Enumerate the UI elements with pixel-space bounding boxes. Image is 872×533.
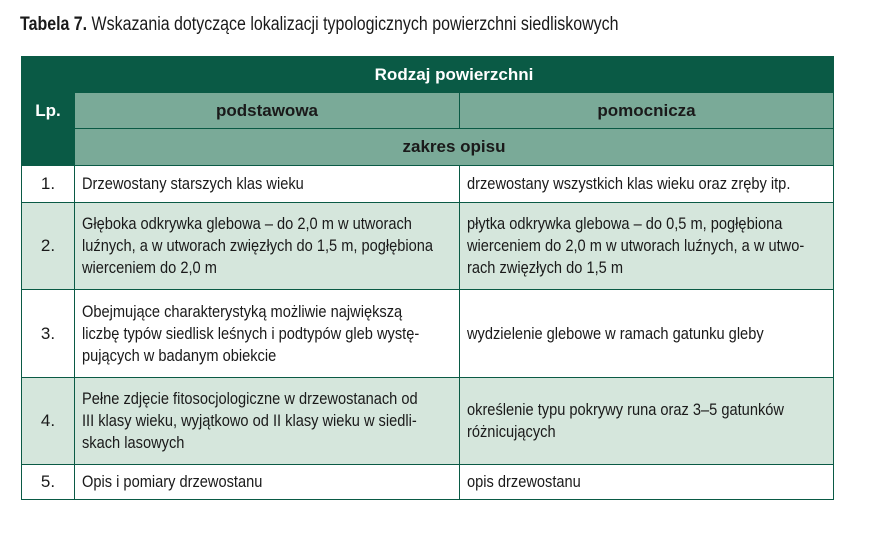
row-number: 4.	[22, 378, 75, 465]
row-number: 1.	[22, 166, 75, 203]
cell-line: Obejmujące charakterystyką możliwie największą	[82, 301, 403, 321]
cell-auxiliary	[460, 378, 834, 465]
cell-primary	[75, 166, 460, 203]
cell-auxiliary	[460, 203, 834, 290]
cell-line: liczbę typów siedlisk leśnych i podtypów gleb wystę-	[82, 323, 420, 343]
cell-line: drzewostany wszystkich klas wieku oraz zręby itp.	[467, 174, 791, 193]
cell-line: skach lasowych	[82, 433, 185, 452]
row-number: 2.	[22, 203, 75, 290]
cell-primary	[75, 378, 460, 465]
cell-line: wierceniem do 2,0 m	[82, 258, 217, 277]
data-table	[21, 56, 834, 500]
header-auxiliary: pomocnicza	[460, 93, 834, 129]
header-primary: podstawowa	[75, 93, 460, 129]
cell-line: rach zwięzłych do 1,5 m	[467, 258, 624, 277]
cell-primary	[75, 465, 460, 500]
cell-primary	[75, 203, 460, 290]
cell-line: opis drzewostanu	[467, 472, 581, 491]
cell-line: Opis i pomiary drzewostanu	[82, 472, 263, 491]
cell-auxiliary	[460, 465, 834, 500]
table-row	[22, 166, 834, 203]
cell-line: określenie typu pokrywy runa oraz 3–5 gatunków	[467, 400, 784, 419]
cell-line: różnicujących	[467, 422, 556, 441]
table-row	[22, 290, 834, 378]
cell-line: Głęboka odkrywka glebowa – do 2,0 m w utworach	[82, 214, 412, 233]
row-number: 5.	[22, 465, 75, 500]
table-caption	[20, 12, 618, 38]
cell-primary	[75, 290, 460, 378]
cell-line: wierceniem do 2,0 m w utworach luźnych, a w utwo-	[467, 236, 805, 255]
cell-line: III klasy wieku, wyjątkowo od II klasy wieku w siedli-	[82, 411, 417, 430]
header-subheader: zakres opisu	[75, 129, 834, 166]
cell-line: płytka odkrywka glebowa – do 0,5 m, pogłębiona	[467, 214, 783, 233]
cell-line: Drzewostany starszych klas wieku	[82, 174, 304, 193]
row-number: 3.	[22, 290, 75, 378]
cell-line: Pełne zdjęcie fitosocjologiczne w drzewostanach od	[82, 389, 418, 408]
cell-line: pujących w badanym obiekcie	[82, 345, 277, 365]
cell-auxiliary	[460, 290, 834, 378]
table-row	[22, 465, 834, 500]
table-row	[22, 378, 834, 465]
table-row	[22, 203, 834, 290]
cell-line: luźnych, a w utworach zwięzłych do 1,5 m, pogłębiona	[82, 236, 434, 255]
header-group: Rodzaj powierzchni	[75, 57, 834, 93]
caption-text: Wskazania dotyczące lokalizacji typologicznych powierzchni siedliskowych	[91, 14, 619, 35]
header-lp: Lp.	[22, 57, 75, 166]
cell-auxiliary	[460, 166, 834, 203]
caption-label: Tabela 7.	[20, 14, 88, 35]
cell-line: wydzielenie glebowe w ramach gatunku gleby	[467, 323, 764, 343]
